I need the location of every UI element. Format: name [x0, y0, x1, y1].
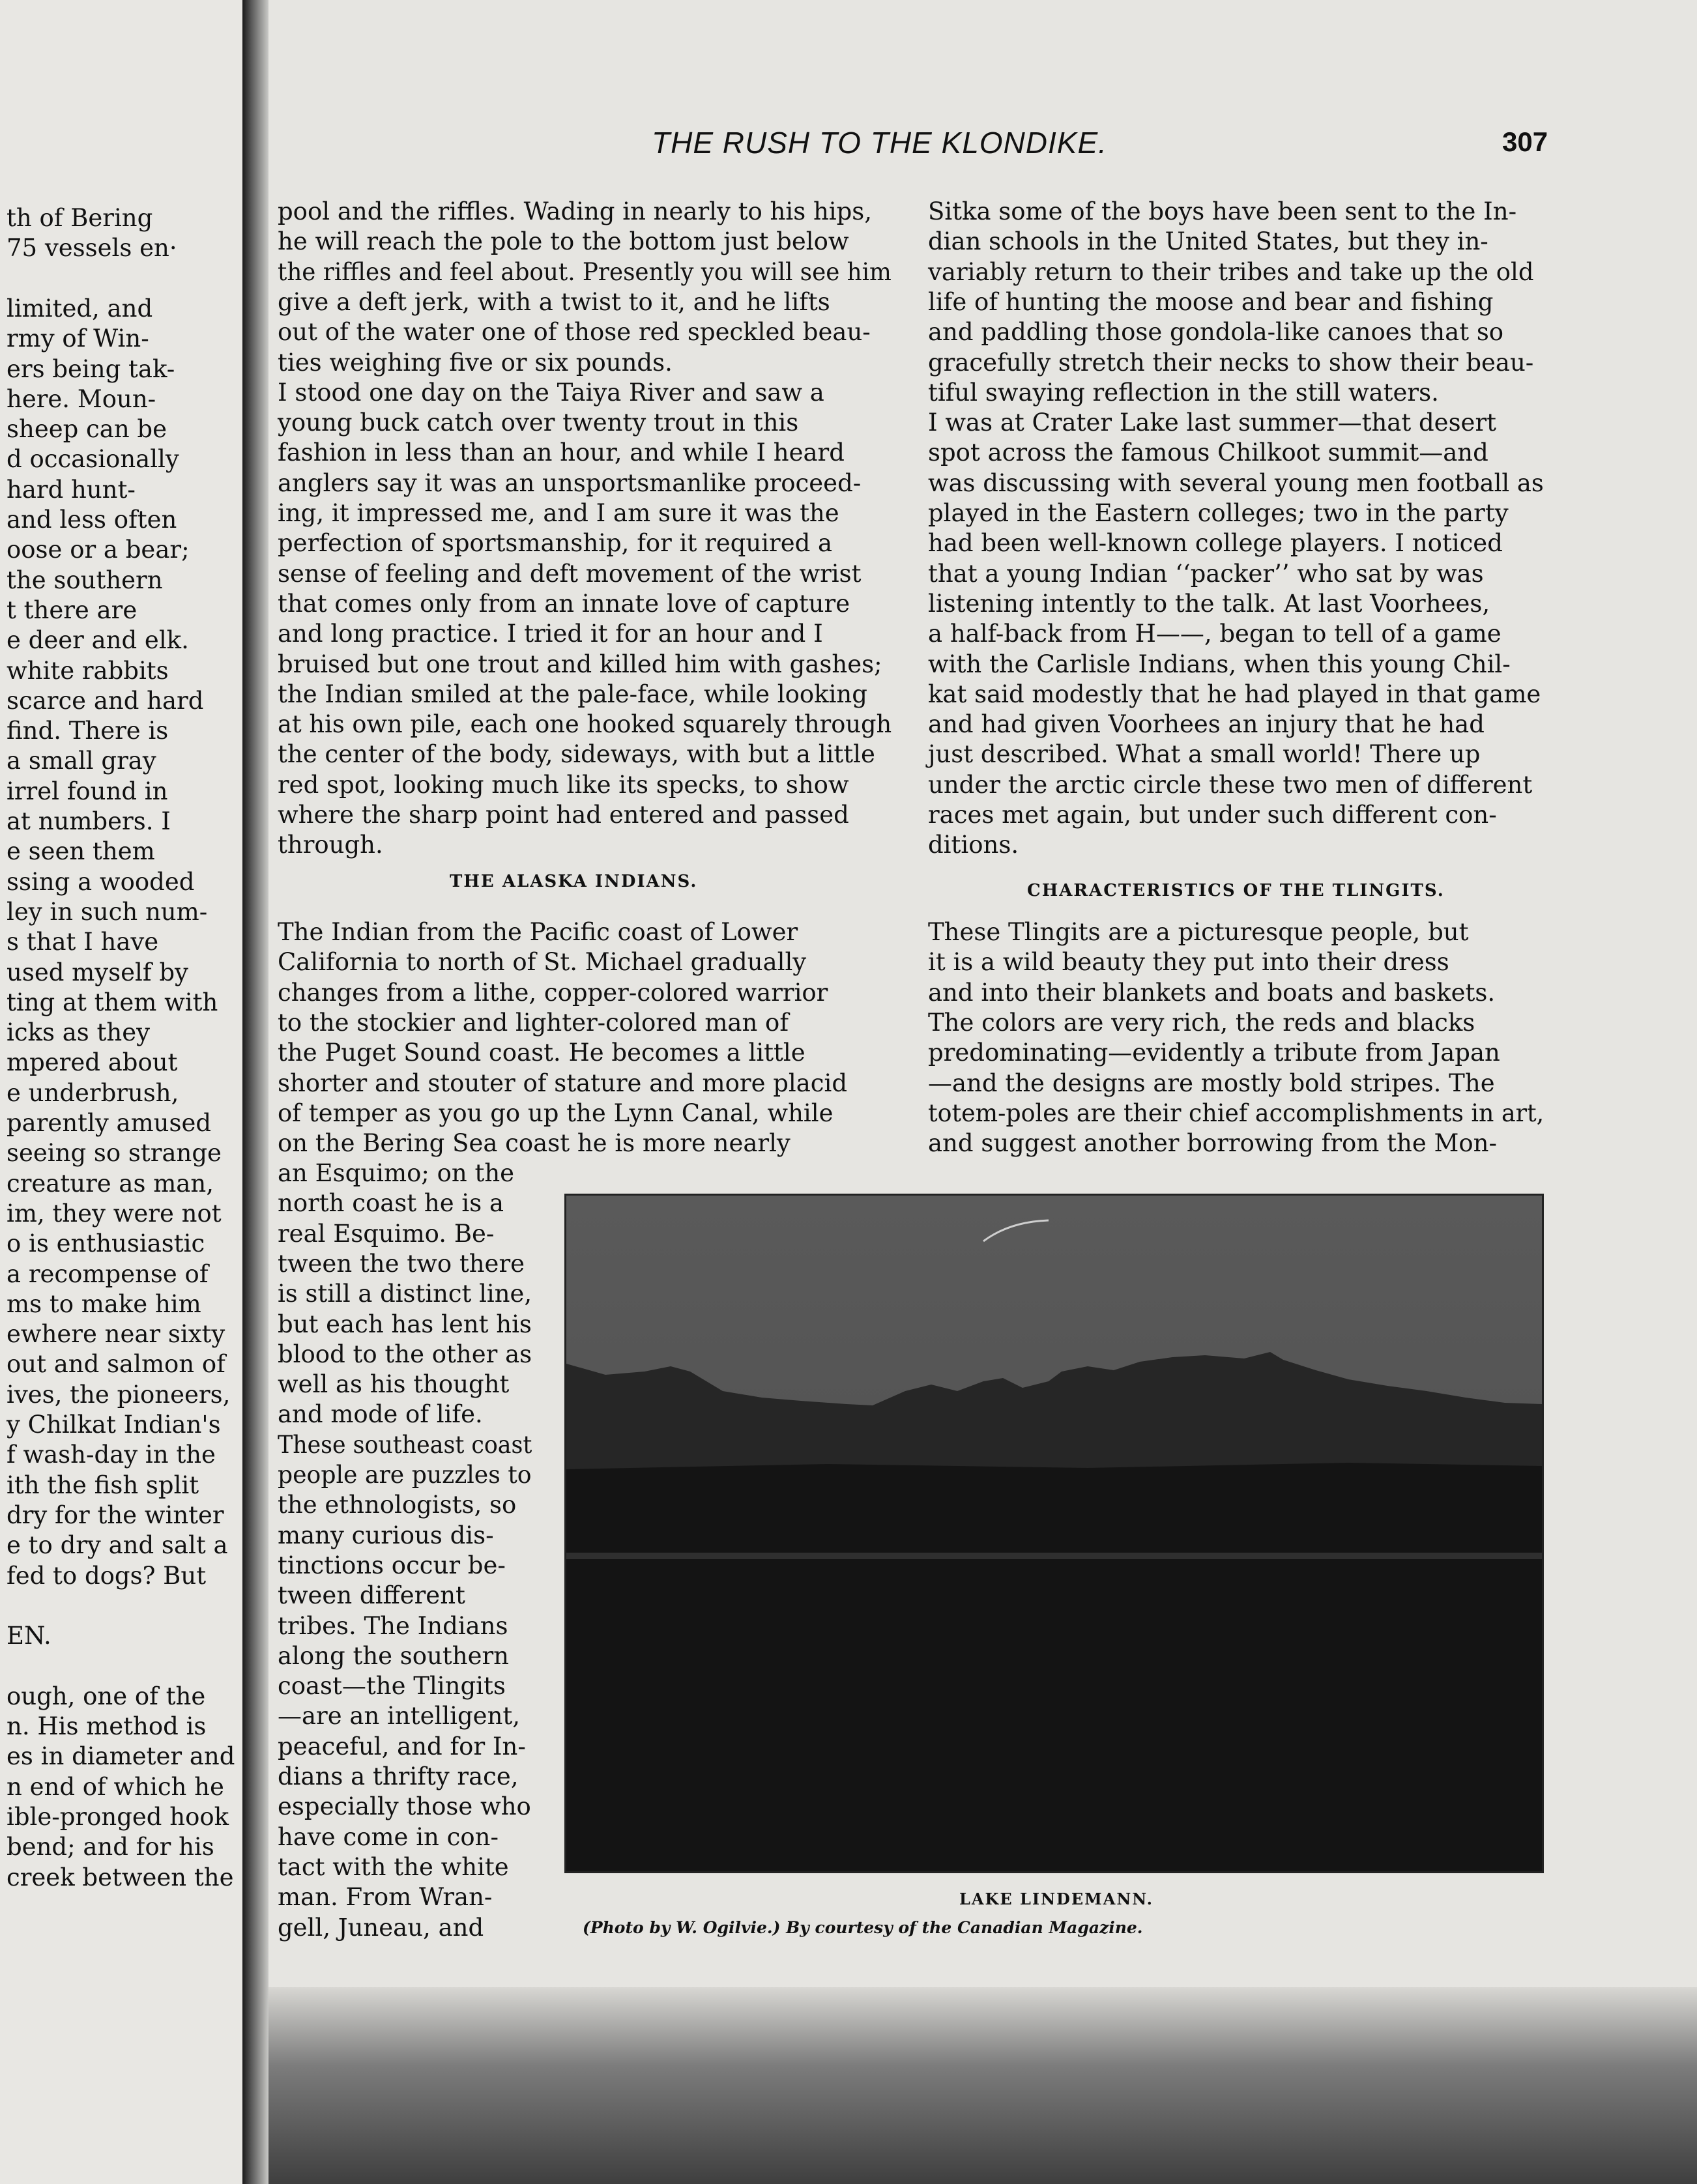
column1-narrow-text-line: tinctions occur be- [278, 1551, 506, 1579]
column2-text-line: The colors are very rich, the reds and blacks [928, 1008, 1475, 1037]
column1-text-line: fashion in less than an hour, and while I heard [278, 438, 845, 467]
column1-text-line: sense of feeling and deft movement of the wrist [278, 559, 862, 588]
facing-page-text-line: ough, one of the [7, 1682, 206, 1710]
facing-page-text-line: im, they were not [7, 1199, 222, 1228]
column2-text-line: listening intently to the talk. At last Voorhees, [928, 589, 1490, 618]
facing-page-text-line: e seen them [7, 837, 155, 866]
column1-text-line: and long practice. I tried it for an hour and I [278, 620, 823, 648]
facing-page-text-line: a recompense of [7, 1259, 209, 1288]
facing-page-text-line: parently amused [7, 1109, 212, 1137]
column1-text-line: on the Bering Sea coast he is more nearly [278, 1129, 790, 1158]
facing-page-text-line: ers being tak- [7, 354, 175, 383]
column2-text-line: dian schools in the United States, but they in- [928, 227, 1488, 256]
column1-narrow-text-line: dians a thrifty race, [278, 1762, 519, 1790]
column1-narrow-text-line: well as his thought [278, 1370, 510, 1399]
facing-page-text-line: creature as man, [7, 1169, 214, 1198]
facing-page-text-line: dry for the winter [7, 1501, 224, 1529]
column2-text-line: variably return to their tribes and take up the old [928, 257, 1534, 286]
facing-page-text-line: EN. [7, 1622, 51, 1650]
facing-page-text-line: irrel found in [7, 777, 168, 805]
facing-page-text-line: rmy of Win- [7, 324, 149, 353]
column2-text-line: I was at Crater Lake last summer—that desert [928, 409, 1497, 437]
column1-narrow-text-line: tween different [278, 1581, 465, 1610]
column1-text-line: shorter and stouter of stature and more placid [278, 1069, 848, 1097]
facing-page-text-line: bend; and for his [7, 1833, 214, 1861]
figure-caption: LAKE LINDEMANN. [959, 1889, 1154, 1908]
facing-page-text-line: ting at them with [7, 988, 218, 1016]
column1-narrow-text-line: coast—the Tlingits [278, 1672, 506, 1701]
facing-page-text-line: creek between the [7, 1863, 234, 1891]
facing-page-text-line: o is enthusiastic [7, 1229, 205, 1258]
column2-text-line: gracefully stretch their necks to show their beau- [928, 348, 1534, 377]
facing-page-text-line: the southern [7, 566, 163, 594]
column1-narrow-text-line: but each has lent his [278, 1310, 532, 1338]
facing-page-text-line: e to dry and salt a [7, 1531, 228, 1560]
column1-narrow-text-line: the ethnologists, so [278, 1491, 517, 1519]
column1-text-line: of temper as you go up the Lynn Canal, while [278, 1099, 834, 1127]
column1-text-line: where the sharp point had entered and passed [278, 801, 849, 829]
column2-text-line: and suggest another borrowing from the Mon- [928, 1129, 1497, 1158]
column1-text-line: give a deft jerk, with a twist to it, and he lifts [278, 287, 830, 316]
column2-text-line: predominating—evidently a tribute from Japan [928, 1039, 1500, 1067]
facing-page-text-line: n end of which he [7, 1772, 224, 1801]
facing-page-text-line: 75 vessels en· [7, 234, 177, 263]
column1-narrow-text-line: —are an intelligent, [278, 1702, 521, 1731]
facing-page-text-line: ith the fish split [7, 1471, 199, 1499]
column1-text-line: through. [278, 831, 383, 859]
column1-narrow-text-line: and mode of life. [278, 1400, 483, 1429]
column1-narrow-text-line: especially those who [278, 1792, 531, 1821]
facing-page-text-line: ley in such num- [7, 897, 208, 926]
facing-page-text-line: fed to dogs? But [7, 1561, 207, 1590]
column1-text-line: the center of the body, sideways, with but a little [278, 740, 875, 769]
running-title: THE RUSH TO THE KLONDIKE. [652, 126, 1107, 160]
section-heading-alaska-indians: THE ALASKA INDIANS. [450, 872, 698, 891]
column1-text-line: I stood one day on the Taiya River and saw a [278, 378, 824, 407]
facing-page-text-line: ms to make him [7, 1289, 201, 1318]
column1-narrow-text-line: many curious dis- [278, 1521, 494, 1549]
column2-text-line: kat said modestly that he had played in that game [928, 680, 1541, 708]
facing-page-text-line: ssing a wooded [7, 867, 195, 896]
column1-narrow-text-line: real Esquimo. Be- [278, 1219, 495, 1248]
column2-text-line: These Tlingits are a picturesque people, but [928, 918, 1469, 946]
column1-text-line: ing, it impressed me, and I am sure it was the [278, 499, 839, 527]
column1-text-line: young buck catch over twenty trout in this [278, 409, 799, 437]
facing-page-text-line: seeing so strange [7, 1139, 222, 1168]
column1-text-line: at his own pile, each one hooked squarely through [278, 710, 892, 739]
column1-text-line: the Puget Sound coast. He becomes a little [278, 1039, 805, 1067]
facing-page-text-line: ives, the pioneers, [7, 1380, 231, 1409]
page-bottom-shadow [268, 1987, 1697, 2184]
column1-text-line: ties weighing five or six pounds. [278, 348, 673, 377]
facing-page-text-line: mpered about [7, 1048, 178, 1077]
column1-narrow-text-line: gell, Juneau, and [278, 1913, 484, 1942]
facing-page-text-line: sheep can be [7, 415, 167, 444]
book-gutter-shadow [242, 0, 268, 2184]
facing-page-text-line: white rabbits [7, 656, 169, 685]
column1-narrow-text-line: people are puzzles to [278, 1461, 532, 1489]
facing-page-text-line: at numbers. I [7, 807, 171, 835]
facing-page-text-line: s that I have [7, 928, 159, 956]
column1-narrow-text-line: north coast he is a [278, 1189, 504, 1218]
column1-narrow-text-line: tribes. The Indians [278, 1611, 508, 1640]
column1-text-line: bruised but one trout and killed him with gashes; [278, 650, 882, 678]
facing-page-text-line: t there are [7, 596, 138, 624]
column1-narrow-text-line: tween the two there [278, 1249, 525, 1278]
page-number: 307 [1502, 126, 1548, 157]
column1-text-line: red spot, looking much like its specks, to show [278, 770, 849, 799]
facing-page-text-line: here. Moun- [7, 384, 156, 413]
column1-text-line: the Indian smiled at the pale-face, while looking [278, 680, 867, 708]
facing-page-text-line: a small gray [7, 747, 156, 775]
column1-narrow-text-line: is still a distinct line, [278, 1280, 532, 1308]
column1-text-line: California to north of St. Michael gradually [278, 948, 807, 977]
column2-text-line: Sitka some of the boys have been sent to the In- [928, 197, 1517, 225]
facing-page-text-line: hard hunt- [7, 475, 136, 504]
column1-text-line: The Indian from the Pacific coast of Lower [278, 918, 798, 946]
facing-page-text-line: es in diameter and [7, 1742, 235, 1771]
column1-text-line: to the stockier and lighter-colored man of [278, 1008, 789, 1037]
column1-narrow-text-line: have come in con- [278, 1822, 499, 1851]
column1-text-line: pool and the riffles. Wading in nearly to his hips, [278, 197, 873, 225]
facing-page-text-line: n. His method is [7, 1712, 207, 1740]
column2-text-line: just described. What a small world! There up [928, 740, 1481, 769]
column2-text-line: and into their blankets and boats and baskets. [928, 978, 1496, 1007]
figure-credit: (Photo by W. Ogilvie.) By courtesy of the Canadian Magazine. [583, 1918, 1143, 1937]
column2-text-line: played in the Eastern colleges; two in the party [928, 499, 1509, 527]
facing-page-text-line: icks as they [7, 1018, 151, 1047]
column1-text-line: changes from a lithe, copper-colored warrior [278, 978, 828, 1007]
facing-page-text-line: e underbrush, [7, 1078, 179, 1107]
column1-narrow-text-line: an Esquimo; on the [278, 1159, 515, 1187]
facing-page-text-line: e deer and elk. [7, 626, 189, 655]
section-heading-characteristics: CHARACTERISTICS OF THE TLINGITS. [1027, 881, 1445, 900]
facing-page-text-line: scarce and hard [7, 686, 204, 715]
column2-text-line: that a young Indian ‘‘packer’’ who sat by was [928, 559, 1484, 588]
column2-text-line: —and the designs are mostly bold stripes. The [928, 1069, 1495, 1097]
facing-page-text-line: out and salmon of [7, 1350, 225, 1379]
facing-page-text-line: f wash-day in the [7, 1441, 216, 1469]
column2-text-line: races met again, but under such different con- [928, 801, 1497, 829]
column1-text-line: out of the water one of those red speckled beau- [278, 318, 871, 347]
column2-text-line: had been well-known college players. I noticed [928, 529, 1503, 558]
column2-text-line: and had given Voorhees an injury that he had [928, 710, 1485, 739]
photo-lake-lindemann [564, 1194, 1544, 1873]
column1-text-line: that comes only from an innate love of capture [278, 589, 850, 618]
facing-page-text-line: th of Bering [7, 204, 153, 232]
facing-page-text-line: ewhere near sixty [7, 1320, 225, 1349]
column2-text-line: with the Carlisle Indians, when this young Chil- [928, 650, 1511, 678]
column1-text-line: the riffles and feel about. Presently you will see him [278, 257, 892, 286]
column1-text-line: perfection of sportsmanship, for it required a [278, 529, 833, 558]
facing-page-text-line: limited, and [7, 294, 153, 323]
column2-text-line: ditions. [928, 831, 1019, 859]
column1-narrow-text-line: tact with the white [278, 1852, 509, 1881]
column1-narrow-text-line: peaceful, and for In- [278, 1732, 526, 1760]
column1-narrow-text-line: man. From Wran- [278, 1883, 493, 1912]
column2-text-line: totem-poles are their chief accomplishments in art, [928, 1099, 1545, 1127]
facing-page-text-line: and less often [7, 506, 177, 534]
column2-text-line: under the arctic circle these two men of different [928, 770, 1533, 799]
column1-text-line: anglers say it was an unsportsmanlike proceed- [278, 468, 862, 497]
facing-page-text-line: used myself by [7, 958, 188, 986]
column2-text-line: tiful swaying reflection in the still waters. [928, 378, 1439, 407]
facing-page-text-line: ible-pronged hook [7, 1802, 229, 1831]
facing-page-text-line: find. There is [7, 717, 169, 745]
facing-page-text-line: y Chilkat Indian's [7, 1411, 221, 1439]
column1-narrow-text-line: along the southern [278, 1641, 510, 1670]
column2-text-line: life of hunting the moose and bear and fishing [928, 287, 1494, 316]
facing-page-text-line: d occasionally [7, 445, 179, 474]
column2-text-line: was discussing with several young men football as [928, 468, 1544, 497]
facing-page-text-line: oose or a bear; [7, 536, 190, 564]
column2-text-line: it is a wild beauty they put into their dress [928, 948, 1449, 977]
column2-text-line: a half-back from H——, began to tell of a game [928, 620, 1501, 648]
column1-narrow-text-line: These southeast coast [278, 1430, 532, 1459]
column2-text-line: and paddling those gondola-like canoes that so [928, 318, 1504, 347]
column1-narrow-text-line: blood to the other as [278, 1340, 532, 1368]
column1-text-line: he will reach the pole to the bottom just below [278, 227, 849, 256]
column2-text-line: spot across the famous Chilkoot summit—and [928, 438, 1488, 467]
